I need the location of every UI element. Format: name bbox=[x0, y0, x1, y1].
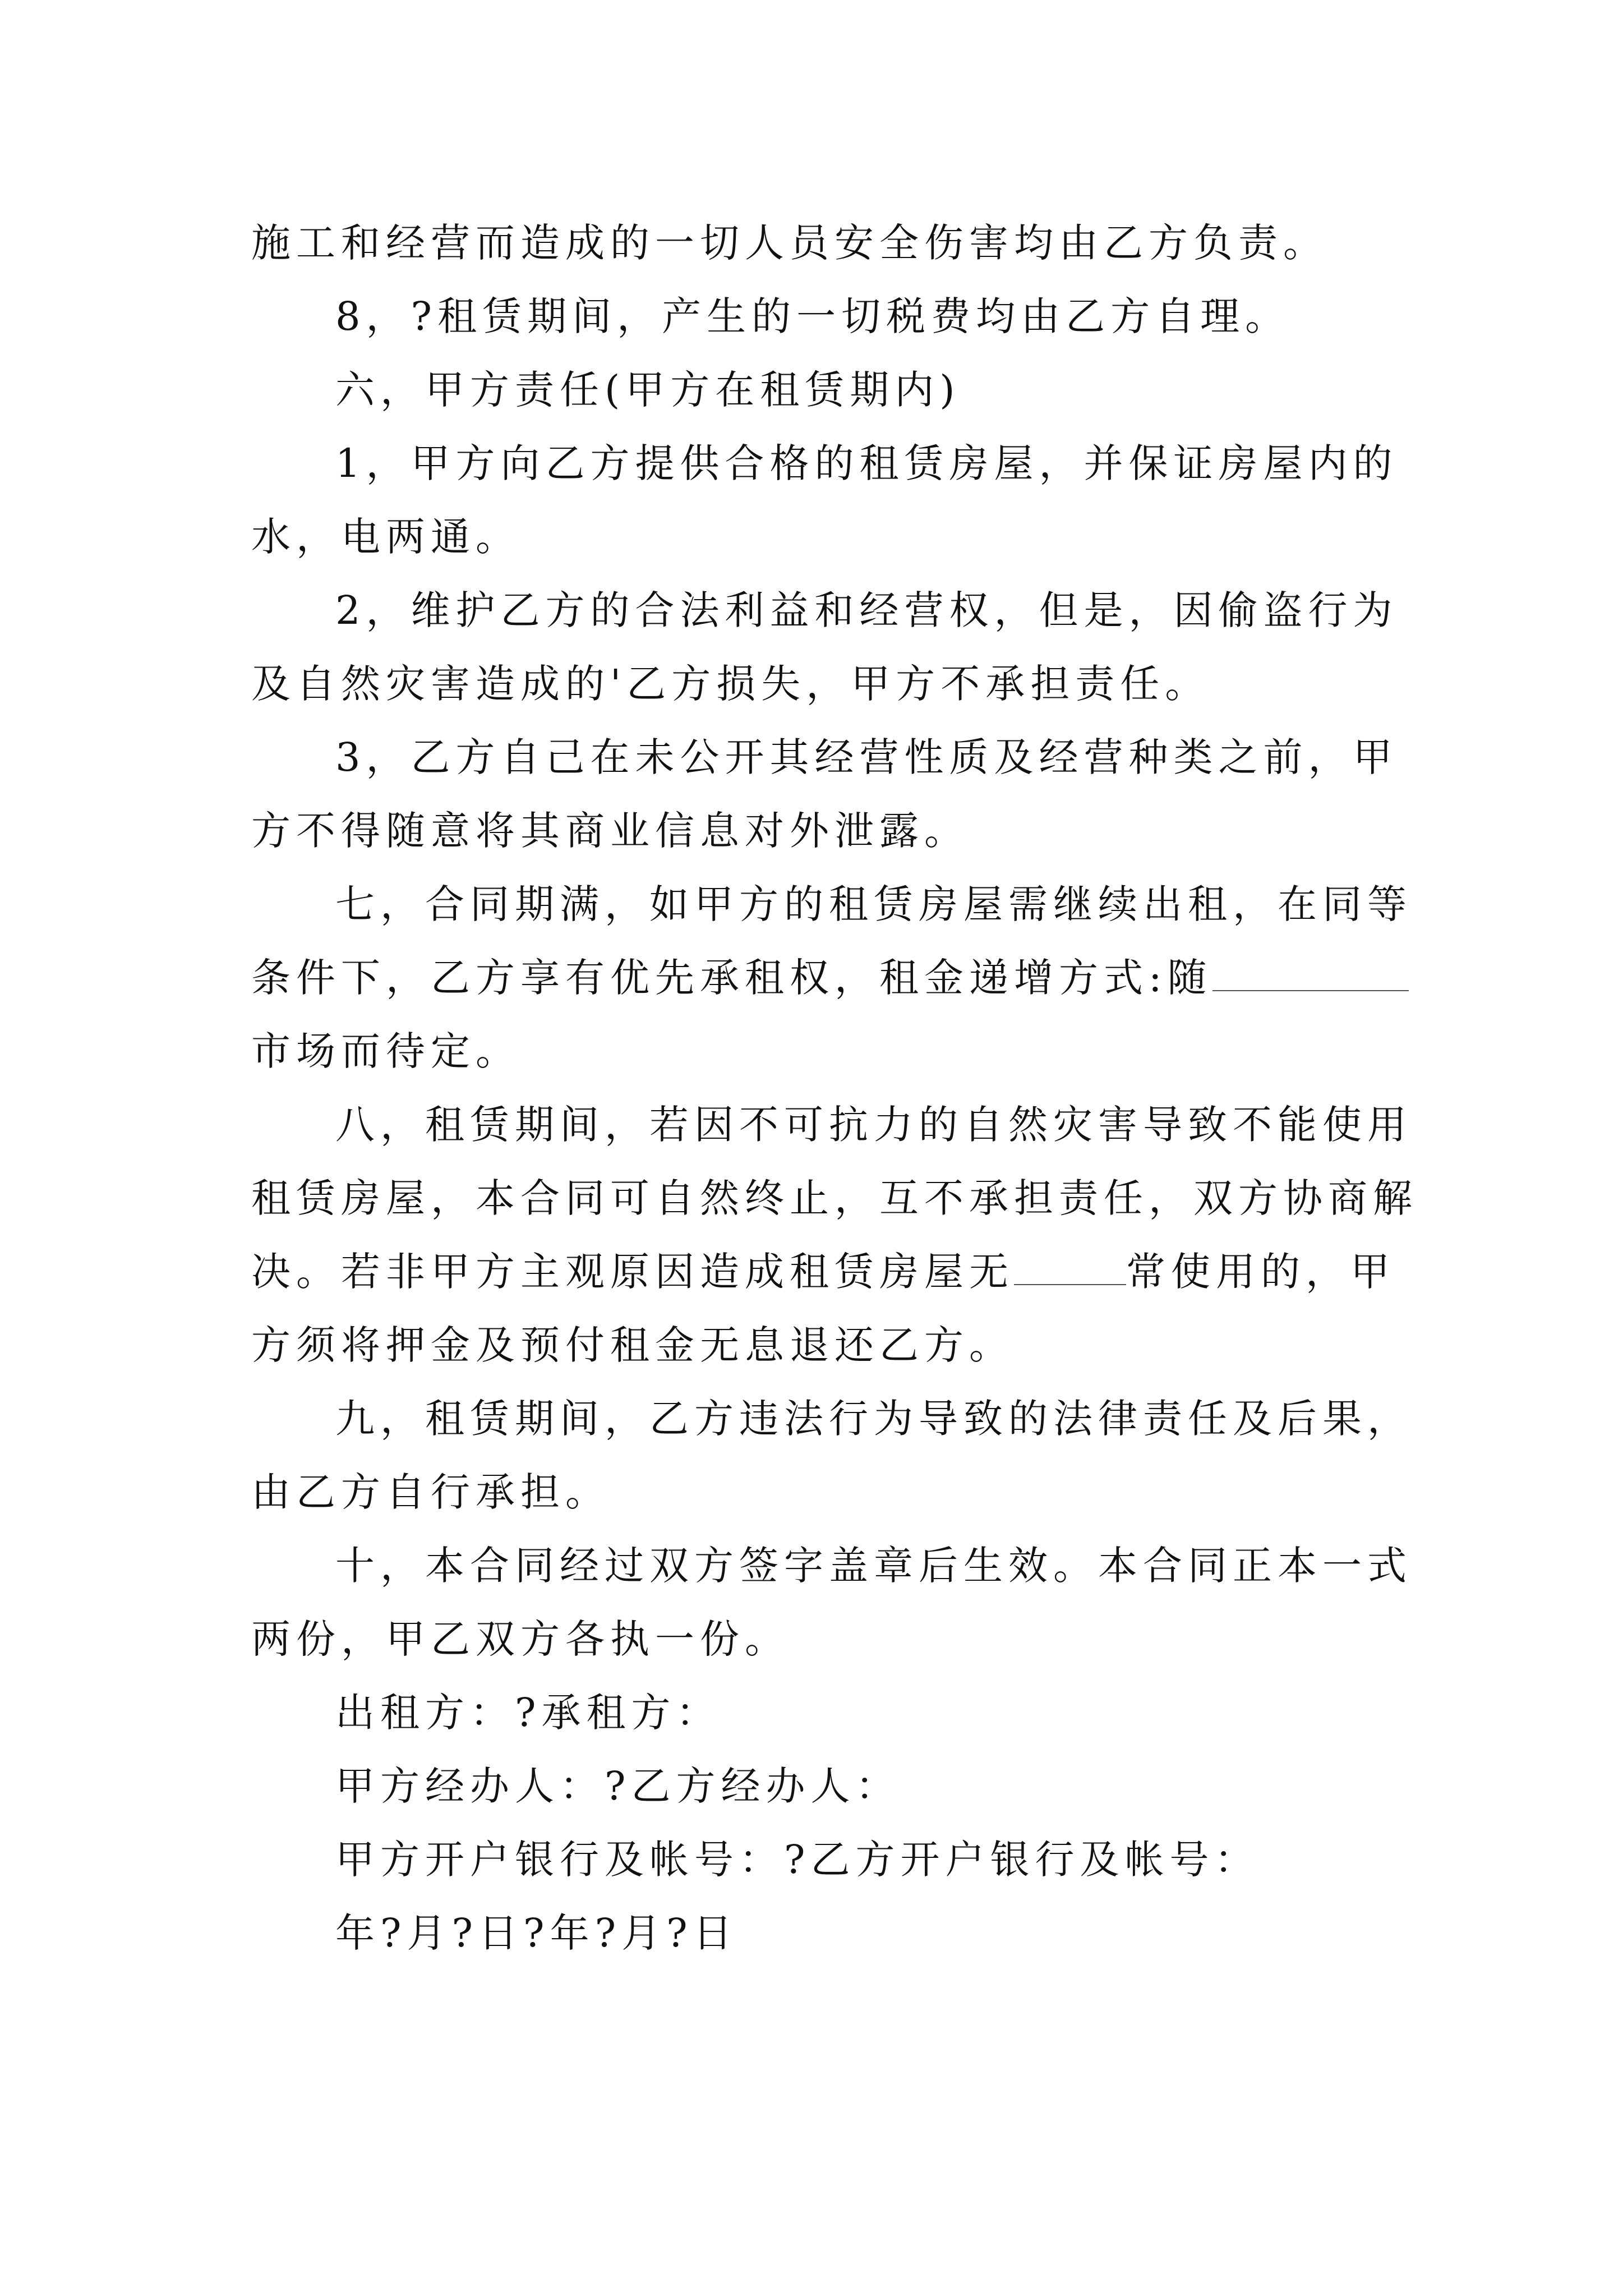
section-9-continued: 由乙方自行承担。 bbox=[251, 1469, 610, 1515]
section-7-text: 条件下，乙方享有优先承租权，租金递增方式:随 bbox=[251, 955, 1212, 1001]
section-7: 七，合同期满，如甲方的租赁房屋需继续出租，在同等 bbox=[335, 881, 1412, 927]
clause-6-2-continued: 及自然灾害造成的'乙方损失，甲方不承担责任。 bbox=[251, 661, 1210, 707]
section-8-continued-2 bbox=[251, 1245, 1395, 1299]
fill-in-blank bbox=[1014, 1250, 1126, 1285]
section-10-continued: 两份，甲乙双方各执一份。 bbox=[251, 1616, 790, 1662]
signature-bank-accounts: 甲方开户银行及帐号：?乙方开户银行及帐号： bbox=[335, 1837, 1260, 1883]
section-6-heading: 六，甲方责任(甲方在租赁期内) bbox=[335, 367, 961, 413]
clause-6-3: 3，乙方自己在未公开其经营性质及经营种类之前，甲 bbox=[335, 734, 1398, 780]
paragraph-line: 施工和经营而造成的一切人员安全伤害均由乙方负责。 bbox=[251, 220, 1328, 266]
section-7-continued bbox=[251, 951, 1409, 1005]
section-8: 八，租赁期间，若因不可抗力的自然灾害导致不能使用 bbox=[335, 1102, 1412, 1148]
signature-parties: 出租方：?承租方： bbox=[335, 1690, 721, 1736]
section-8-end: 方须将押金及预付租金无息退还乙方。 bbox=[251, 1322, 1014, 1368]
clause-6-1: 1，甲方向乙方提供合格的租赁房屋，并保证房屋内的 bbox=[335, 440, 1398, 486]
section-8-text-b: 常使用的，甲 bbox=[1126, 1249, 1395, 1295]
section-7-end: 市场而待定。 bbox=[251, 1028, 520, 1074]
clause-6-2: 2，维护乙方的合法利益和经营权，但是，因偷盗行为 bbox=[335, 587, 1398, 633]
signature-agents: 甲方经办人：?乙方经办人： bbox=[335, 1763, 901, 1809]
clause-6-1-continued: 水，电两通。 bbox=[251, 514, 520, 560]
fill-in-blank bbox=[1212, 956, 1409, 991]
section-8-text-a: 决。若非甲方主观原因造成租赁房屋无 bbox=[251, 1249, 1014, 1295]
signature-dates: 年?月?日?年?月?日 bbox=[335, 1910, 738, 1956]
clause-6-3-continued: 方不得随意将其商业信息对外泄露。 bbox=[251, 808, 969, 854]
section-9: 九，租赁期间，乙方违法行为导致的法律责任及后果， bbox=[335, 1396, 1412, 1442]
section-8-continued: 租赁房屋，本合同可自然终止，互不承担责任，双方协商解 bbox=[251, 1175, 1418, 1221]
section-10: 十，本合同经过双方签字盖章后生效。本合同正本一式 bbox=[335, 1543, 1412, 1589]
clause-8: 8，?租赁期间，产生的一切税费均由乙方自理。 bbox=[335, 293, 1290, 339]
